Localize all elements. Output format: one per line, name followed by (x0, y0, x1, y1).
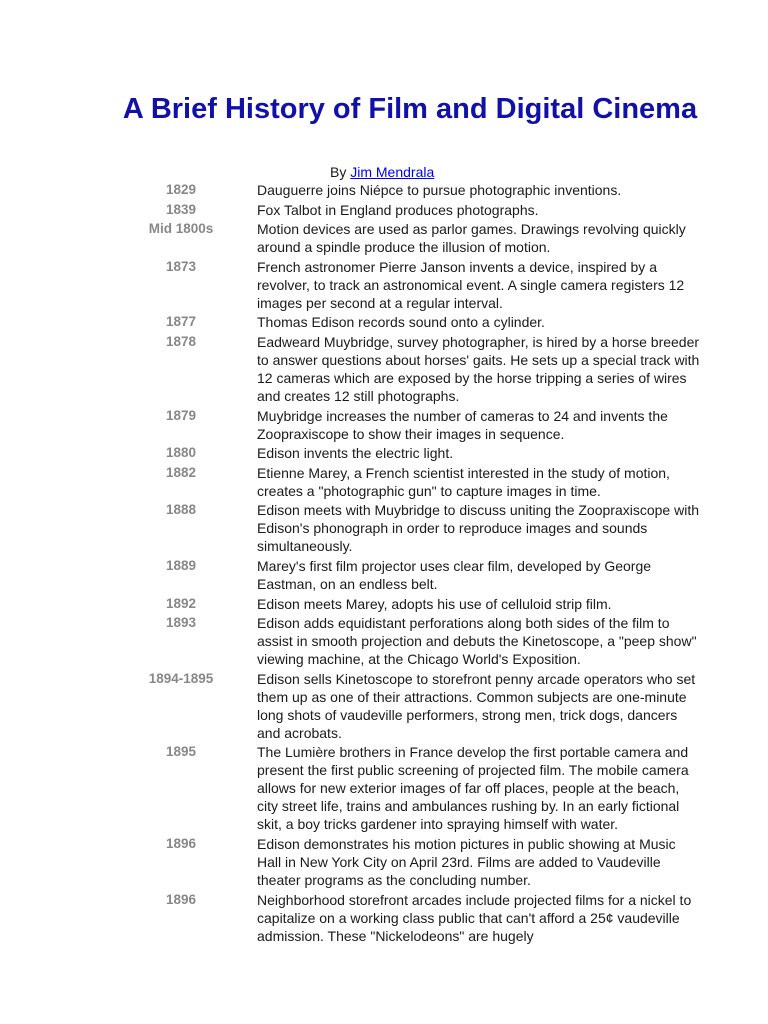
timeline-table (120, 181, 720, 946)
timeline-event: Thomas Edison records sound onto a cylinder. (257, 314, 545, 331)
timeline-row (120, 557, 720, 593)
timeline-event: Edison demonstrates his motion pictures in public showing at Music Hall in New York City on April 23rd. Films are added to Vaudeville theater programs as the concluding number. (257, 835, 676, 888)
timeline-row (120, 891, 720, 945)
timeline-event: Muybridge increases the number of cameras to 24 and invents the Zoopraxiscope to show their images in sequence. (257, 407, 668, 442)
timeline-year: 1896 (165, 835, 197, 851)
timeline-event: Edison adds equidistant perforations along both sides of the film to assist in smooth projection and debuts the Kinetoscope, a "peep show" viewing machine, at the Chicago World's Exposition. (257, 615, 697, 668)
timeline-year: 1895 (165, 744, 197, 760)
timeline-year: 1873 (165, 258, 197, 274)
timeline-year: 1839 (165, 201, 197, 217)
timeline-row (120, 835, 720, 889)
timeline-row (120, 181, 720, 199)
timeline-year: 1894-1895 (148, 670, 214, 686)
timeline-event: Edison sells Kinetoscope to storefront penny arcade operators who set them up as one of their attractions. Common subjects are one-minute long shots of vaudeville performers, strong men, trick dogs, dancers and acrobats. (257, 670, 696, 741)
timeline-event: Fox Talbot in England produces photographs. (257, 201, 539, 218)
timeline-row (120, 501, 720, 555)
timeline-row (120, 333, 720, 405)
timeline-year: 1879 (165, 407, 197, 423)
timeline-row (120, 595, 720, 613)
timeline-year: 1892 (165, 595, 197, 611)
timeline-row (120, 614, 720, 668)
timeline-year: 1878 (165, 333, 197, 349)
timeline-event: Edison invents the electric light. (257, 445, 454, 462)
timeline-event: Eadweard Muybridge, survey photographer, is hired by a horse breeder to answer questions about horses' gaits. He sets up a special track with 12 cameras which are exposed by the horse tripping a series of wires and creates 12 still photographs. (257, 333, 700, 404)
timeline-row (120, 313, 720, 331)
timeline-year: 1893 (165, 615, 197, 631)
timeline-row (120, 201, 720, 219)
timeline-row (120, 743, 720, 833)
byline-prefix: By (330, 164, 347, 180)
timeline-event: The Lumière brothers in France develop the first portable camera and present the first public screening of projected film. The mobile camera allows for new exterior images of far off places, people at the beach, city street life, trains and ambulances rushing by. In an early fictional skit, a boy tricks gardener into spraying himself with water. (257, 744, 689, 833)
timeline-row (120, 670, 720, 742)
timeline-event: Etienne Marey, a French scientist interested in the study of motion, creates a "photographic gun" to capture images in time. (257, 464, 670, 499)
timeline-row (120, 464, 720, 500)
timeline-event: Edison meets with Muybridge to discuss uniting the Zoopraxiscope with Edison's phonograph in order to reproduce images and sounds simultaneously. (257, 502, 699, 555)
timeline-year: 1877 (165, 314, 197, 330)
timeline-event: Neighborhood storefront arcades include projected films for a nickel to capitalize on a working class public that can't afford a 25¢ vaudeville admission. These "Nickelodeons" are hugely (257, 891, 692, 944)
timeline-year: 1829 (165, 182, 197, 197)
timeline-year: 1880 (165, 445, 197, 461)
timeline-event: Edison meets Marey, adopts his use of celluloid strip film. (257, 595, 612, 612)
author-link[interactable]: Jim Mendrala (350, 164, 435, 180)
timeline-row (120, 258, 720, 312)
timeline-year: 1888 (165, 502, 197, 518)
timeline-event: Motion devices are used as parlor games. Drawings revolving quickly around a spindle produce the illusion of motion. (257, 221, 686, 256)
timeline-row (120, 220, 720, 256)
timeline-year: 1882 (165, 464, 197, 480)
timeline-event: Dauguerre joins Niépce to pursue photographic inventions. (257, 182, 622, 198)
page-title: A Brief History of Film and Digital Cinema (122, 93, 698, 125)
timeline-row (120, 407, 720, 443)
timeline-row (120, 444, 720, 462)
byline (330, 163, 530, 181)
timeline-year: 1896 (165, 891, 197, 907)
timeline-year: 1889 (165, 557, 197, 573)
timeline-event: French astronomer Pierre Janson invents a device, inspired by a revolver, to track an astronomical event. A single camera registers 12 images per second at a regular interval. (257, 258, 685, 311)
timeline-year: Mid 1800s (148, 221, 214, 237)
timeline-event: Marey's first film projector uses clear film, developed by George Eastman, on an endless belt. (257, 557, 652, 592)
